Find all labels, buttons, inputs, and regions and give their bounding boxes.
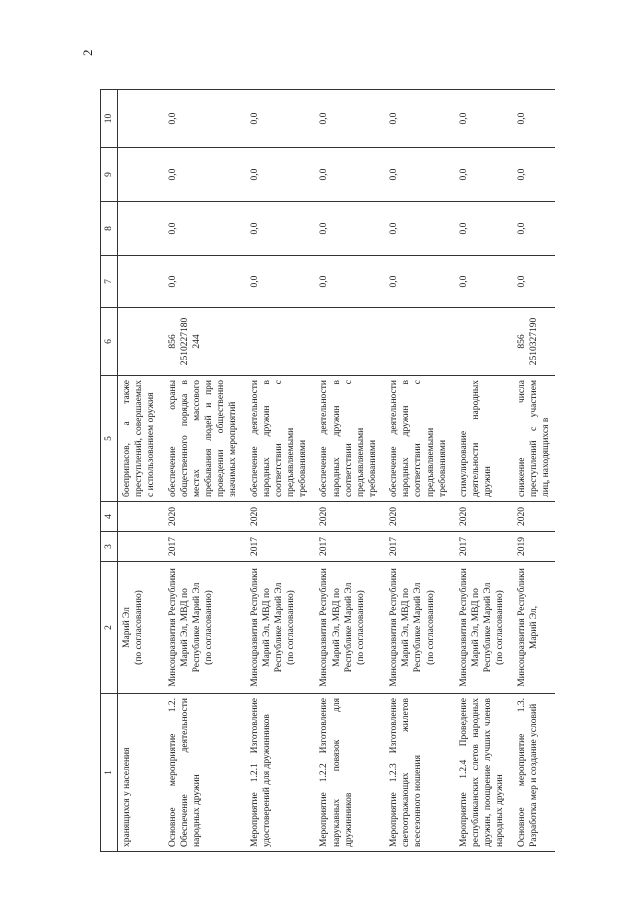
table-cell-c9: 0,0	[510, 148, 555, 202]
table-cell-c8: 0,0	[312, 202, 382, 256]
table-row	[312, 90, 382, 852]
table-cell-c9: 0,0	[382, 148, 452, 202]
table-cell-c5: стимулирование деятельности народных дружин	[452, 376, 510, 502]
header-cell: 8	[101, 202, 118, 256]
table-cell-c10	[118, 90, 161, 148]
table-cell-c7: 0,0	[382, 256, 452, 308]
table-cell-c9: 0,0	[161, 148, 243, 202]
table-cell-c8: 0,0	[161, 202, 243, 256]
table-cell-c3	[118, 532, 161, 562]
table-cell-c2: Минсоцразвития Республики Марий Эл, МВД по Республике Марий Эл (по согласованию)	[161, 562, 243, 694]
header-cell: 5	[101, 376, 118, 502]
header-cell: 9	[101, 148, 118, 202]
table-cell-c3: 2017	[161, 532, 243, 562]
table-cell-c3: 2017	[452, 532, 510, 562]
table-header-row	[101, 90, 118, 852]
table-cell-c8: 0,0	[452, 202, 510, 256]
table-cell-c7: 0,0	[452, 256, 510, 308]
table-cell-c10: 0,0	[382, 90, 452, 148]
table-cell-c6: 856 2510327190	[510, 308, 555, 376]
header-cell: 2	[101, 562, 118, 694]
table-row	[452, 90, 510, 852]
table-cell-c7: 0,0	[161, 256, 243, 308]
table-cell-c3: 2019	[510, 532, 555, 562]
header-cell: 1	[101, 694, 118, 852]
table-cell-c9: 0,0	[243, 148, 313, 202]
table-cell-c6	[452, 308, 510, 376]
table-cell-c7	[118, 256, 161, 308]
header-cell: 4	[101, 502, 118, 532]
table-cell-c9: 0,0	[452, 148, 510, 202]
table-cell-c1: Основное мероприятие 1.2. Обеспечение деятельности народных дружин	[161, 694, 243, 852]
table-cell-c6: 856 2510227180 244	[161, 308, 243, 376]
table-cell-c6	[243, 308, 313, 376]
table-cell-c8: 0,0	[243, 202, 313, 256]
table-cell-c2: Марий Эл (по согласованию)	[118, 562, 161, 694]
table-cell-c3: 2017	[243, 532, 313, 562]
table-cell-c5: обеспечение деятельности народных дружин в соответствии с предъявляемыми требованиями	[312, 376, 382, 502]
table-cell-c1: Мероприятие 1.2.3 Изготовление светоотражающих жилетов всесезонного ношения	[382, 694, 452, 852]
table-cell-c8	[118, 202, 161, 256]
table-cell-c3: 2017	[382, 532, 452, 562]
table-cell-c10: 0,0	[312, 90, 382, 148]
table-cell-c5: снижение числа преступлений с участием лиц, находящихся в	[510, 376, 555, 502]
table-row	[382, 90, 452, 852]
table-cell-c9: 0,0	[312, 148, 382, 202]
table-cell-c4: 2020	[243, 502, 313, 532]
table-cell-c6	[382, 308, 452, 376]
table-cell-c1: хранящихся у населения	[118, 694, 161, 852]
table-cell-c2: Минсоцразвития Республики Марий Эл,	[510, 562, 555, 694]
table-row	[161, 90, 243, 852]
table-cell-c10: 0,0	[243, 90, 313, 148]
table-cell-c9	[118, 148, 161, 202]
table-cell-c4: 2020	[510, 502, 555, 532]
table-cell-c4: 2020	[452, 502, 510, 532]
table-cell-c6	[312, 308, 382, 376]
header-cell: 7	[101, 256, 118, 308]
table-cell-c10: 0,0	[161, 90, 243, 148]
table-cell-c5: обеспечение охраны общественного порядка в местах массового пребывания людей и при проведении общественно значимых мероприятий	[161, 376, 243, 502]
table-row	[510, 90, 555, 852]
table-cell-c2: Минсоцразвития Республики Марий Эл, МВД по Республике Марий Эл (по согласованию)	[382, 562, 452, 694]
table-cell-c5: боеприпасов, а также преступлений, совершаемых с использованием оружия	[118, 376, 161, 502]
table-cell-c1: Мероприятие 1.2.2 Изготовление нарукавных повязок для дружинников	[312, 694, 382, 852]
table-cell-c3: 2017	[312, 532, 382, 562]
table-cell-c1: Основное мероприятие 1.3. Разработка мер и создание условий	[510, 694, 555, 852]
table-cell-c7: 0,0	[312, 256, 382, 308]
header-cell: 6	[101, 308, 118, 376]
table-cell-c1: Мероприятие 1.2.1 Изготовление удостоверений для дружинников	[243, 694, 313, 852]
table-cell-c2: Минсоцразвития Республики Марий Эл, МВД по Республике Марий Эл (по согласованию)	[243, 562, 313, 694]
header-cell: 3	[101, 532, 118, 562]
table-row	[243, 90, 313, 852]
rotated-page-content	[100, 90, 570, 852]
table-cell-c4: 2020	[382, 502, 452, 532]
table-cell-c2: Минсоцразвития Республики Марий Эл, МВД по Республике Марий Эл (по согласованию)	[312, 562, 382, 694]
table-cell-c4: 2020	[161, 502, 243, 532]
table-cell-c2: Минсоцразвития Республики Марий Эл, МВД по Республике Марий Эл (по согласованию)	[452, 562, 510, 694]
table-row	[118, 90, 161, 852]
table-cell-c10: 0,0	[510, 90, 555, 148]
table-cell-c6	[118, 308, 161, 376]
header-cell: 10	[101, 90, 118, 148]
table-cell-c8: 0,0	[382, 202, 452, 256]
table-cell-c10: 0,0	[452, 90, 510, 148]
table-cell-c7: 0,0	[243, 256, 313, 308]
table-cell-c5: обеспечение деятельности народных дружин в соответствии с предъявляемыми требованиями	[243, 376, 313, 502]
table-cell-c7: 0,0	[510, 256, 555, 308]
table-cell-c4: 2020	[312, 502, 382, 532]
table-cell-c4	[118, 502, 161, 532]
table-cell-c5: обеспечение деятельности народных дружин в соответствии с предъявляемыми требованиями	[382, 376, 452, 502]
table-cell-c8: 0,0	[510, 202, 555, 256]
table-cell-c1: Мероприятие 1.2.4 Проведение республиканских слетов народных дружин, поощрение лучших членов народных дружин	[452, 694, 510, 852]
program-measures-table	[100, 89, 555, 852]
page-number: 2	[80, 49, 95, 56]
